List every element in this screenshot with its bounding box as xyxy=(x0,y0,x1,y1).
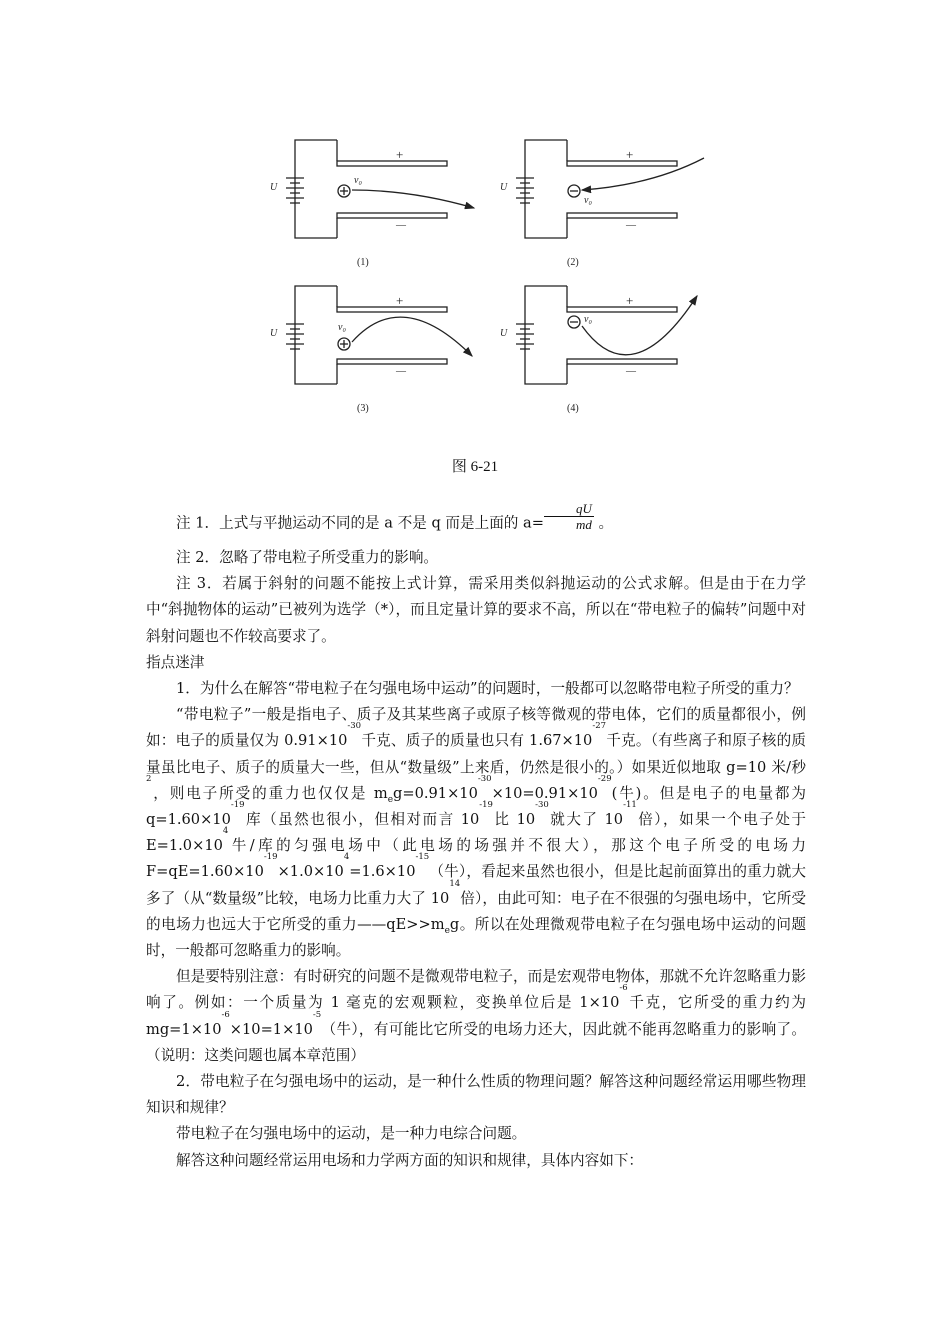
panel-label-2: (2) xyxy=(567,257,579,268)
velocity-label: v₀ xyxy=(584,195,592,206)
answer-1-warning: 但是要特别注意：有时研究的问题不是微观带电粒子，而是宏观带电物体，那就不允许忽略重力影响了。例如：一个质量为 1 毫克的宏观颗粒，变换单位后是 $1\times 10^{-6}$千克，它所受的重力约为 $mg=1\times 10^{-6}\times 10=1\times 10^{-5}$（牛），有可能比它所受的电场力还大，因此就不能再忽略重力的影响了。（说明：这类问题也属本章范围） xyxy=(146,968,806,1064)
voltage-label: U xyxy=(270,182,278,193)
plus-sign: + xyxy=(396,293,404,308)
panel-label-1: (1) xyxy=(357,257,369,268)
minus-sign: — xyxy=(626,366,636,377)
voltage-label: U xyxy=(270,328,278,339)
answer-2-detail: 解答这种问题经常运用电场和力学两方面的知识和规律，具体内容如下： xyxy=(176,1151,644,1169)
velocity-label: v₀ xyxy=(338,322,346,333)
section-title: 指点迷津 xyxy=(146,653,205,671)
note-1: 注 1．上式与平抛运动不同的是 a 不是 q 而是上面的 a= $\frac{qU}{md}$ 。 xyxy=(176,501,614,532)
panel-2-circuit xyxy=(516,140,704,238)
voltage-label: U xyxy=(500,182,508,193)
panel-label-4: (4) xyxy=(567,403,579,414)
formula-fraction: $\frac{qU}{md}$ xyxy=(544,501,594,532)
minus-sign: — xyxy=(626,220,636,231)
note-2: 注 2．忽略了带电粒子所受重力的影响。 xyxy=(176,549,439,566)
voltage-label: U xyxy=(500,328,508,339)
minus-sign: — xyxy=(396,220,406,231)
capacitor-diagrams xyxy=(262,130,712,430)
answer-2: 带电粒子在匀强电场中的运动，是一种力电综合问题。 xyxy=(176,1125,527,1143)
velocity-label: v₀ xyxy=(584,314,592,325)
figure-6-21 xyxy=(262,130,712,430)
document-body xyxy=(146,501,807,1174)
velocity-label: v₀ xyxy=(354,175,362,186)
panel-1-circuit xyxy=(286,140,474,238)
answer-1: “带电粒子”一般是指电子、质子及其某些离子或原子核等微观的带电体，它们的质量都很小，例如：电子的质量仅为 $0.91\times 10^{-30}$千克、质子的质量也只有 $1.67\times 10^{-27}$千克。（有些离子和原子核的质量虽比电子、质子的质量大一些，但从“数量级”上来盾，仍然是很小的。）如果近似地取 g=10 米/秒$^2$，则电子所受的重力也仅仅是 $m_eg=0.91\times 10^{-30}\times 10=0.91\times 10^{-29}$(牛)。但是电子的电量都为 $q=1.60\times 10^{-19}$库（虽然也很小，但相对而言 $10^{-19}$比 $10^{-30}$就大了 $10^{-11}$倍），如果一个电子处于 $E=1.0\times 10^4$牛/库的匀强电场中（此电场的场强并不很大），那这个电子所受的电场力 $F=qE=1.60\times 10^{-19}\times 1.0\times 10^4=1.6\times 10^{-15}$（牛），看起来虽然也很小，但是比起前面算出的重力就大多了（从“数量级”比较，电场力比重力大了 $10^{14}$倍），由此可知：电子在不很强的匀强电场中，它所受的电场力也远大于它所受的重力$——qE>>m_eg$。所以在处理微观带电粒子在匀强电场中运动的问题时，一般都可忽略重力的影响。 xyxy=(146,706,807,960)
minus-sign: — xyxy=(396,366,406,377)
panel-4-circuit xyxy=(516,286,697,384)
plus-sign: + xyxy=(626,147,634,162)
question-1: 1．为什么在解答“带电粒子在匀强电场中运动”的问题时，一般都可以忽略带电粒子所受的重力？ xyxy=(176,680,799,698)
panel-3-circuit xyxy=(286,286,472,384)
figure-caption: 图 6-21 xyxy=(451,459,499,475)
note-3: 注 3．若属于斜射的问题不能按上式计算，需采用类似斜抛运动的公式求解。但是由于在力学中“斜抛物体的运动”已被列为选学（*），而且定量计算的要求不高，所以在“带电粒子的偏转”问题中对斜射问题也不作较高要求了。 xyxy=(146,575,806,645)
panel-label-3: (3) xyxy=(357,403,369,414)
plus-sign: + xyxy=(396,147,404,162)
question-2: 2．带电粒子在匀强电场中的运动，是一种什么性质的物理问题？解答这种问题经常运用哪些物理知识和规律？ xyxy=(146,1073,806,1117)
plus-sign: + xyxy=(626,293,634,308)
